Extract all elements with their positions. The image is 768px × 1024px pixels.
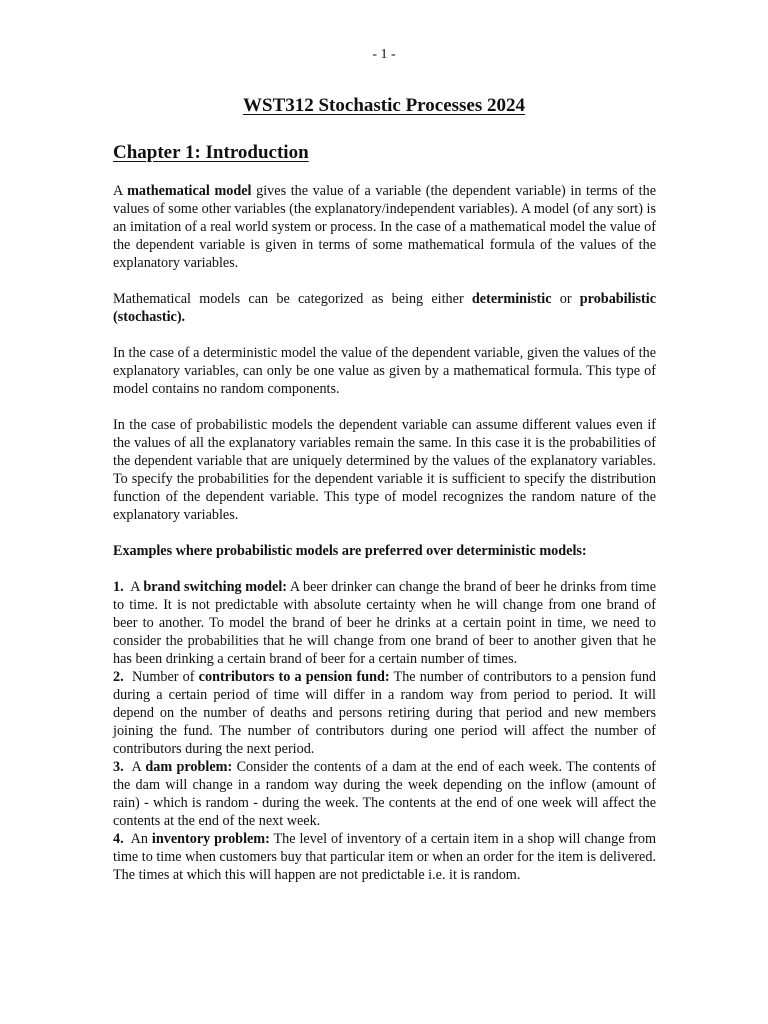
example-text: Consider the contents of a dam at the end of each week. The contents of the dam will change in a random way during the week depending on the inflow (amount of rain) - which is random - during the week. The contents at the end of one week will affect the contents at the end of the next week. bbox=[113, 759, 657, 829]
example-number: 1. bbox=[113, 579, 124, 595]
document-title-text: WST312 Stochastic Processes 2024 bbox=[243, 95, 525, 116]
example-number: 2. bbox=[113, 669, 124, 685]
term-deterministic: deterministic bbox=[471, 291, 552, 307]
example-term: contributors to a pension fund: bbox=[198, 669, 390, 685]
example-lead: A bbox=[131, 759, 146, 775]
term-probabilistic: probabilistic (stochastic). bbox=[113, 291, 656, 325]
document-body bbox=[113, 182, 656, 884]
paragraph-mathematical-model bbox=[113, 182, 656, 272]
paragraph-probabilistic: In the case of probabilistic models the dependent variable can assume different values even if the values of all the explanatory variables remain the same. In this case it is the probabilities of the dependent variable that are uniquely determined by the values of the explanatory variables. To specify the probabilities for the dependent variable it is sufficient to specify the distribution function of the dependent variable. This type of model recognizes the random nature of the explanatory variables. bbox=[113, 417, 656, 523]
example-item bbox=[113, 830, 656, 884]
example-lead: An bbox=[130, 831, 152, 847]
example-item bbox=[113, 758, 656, 830]
page-number: - 1 - bbox=[372, 47, 396, 62]
example-text: The level of inventory of a certain item in a shop will change from time to time when customers buy that particular item or when an order for the item is delivered. The times at which this will happen are not predictable i.e. it is random. bbox=[113, 831, 656, 883]
term-mathematical-model: mathematical model bbox=[127, 183, 252, 199]
examples-heading: Examples where probabilistic models are preferred over deterministic models: bbox=[113, 543, 587, 559]
example-text: The number of contributors to a pension fund during a certain period of time will differ in a random way from period to period. It will depend on the number of deaths and persons retiring during that period and new members joining the fund. The number of contributors during one period will affect the number of contributors during the next period. bbox=[113, 669, 657, 757]
paragraph-deterministic: In the case of a deterministic model the value of the dependent variable, given the values of the explanatory variables, can only be one value as given by a mathematical formula. This type of model contains no random components. bbox=[113, 345, 656, 397]
example-number: 3. bbox=[113, 759, 124, 775]
example-item bbox=[113, 578, 656, 668]
example-term: inventory problem: bbox=[151, 831, 270, 847]
para1-pre: A bbox=[113, 183, 128, 199]
chapter-title: Chapter 1: Introduction bbox=[113, 142, 309, 163]
example-number: 4. bbox=[113, 831, 124, 847]
example-item bbox=[113, 668, 656, 758]
document-title bbox=[0, 94, 768, 118]
para2-mid: or bbox=[551, 291, 580, 307]
example-lead: A bbox=[130, 579, 144, 595]
para1-post: gives the value of a variable (the dependent variable) in terms of the values of some other variables (the explanatory/independent variables). A model (of any sort) is an imitation of a real world system or process. In the case of a mathematical model the value of the dependent variable is given in terms of some mathematical formula of the values of the explanatory variables. bbox=[113, 183, 656, 271]
example-text: A beer drinker can change the brand of beer he drinks from time to time. It is not predictable with absolute certainty when he will change from one brand of beer to another. To model the brand of beer he drinks at a certain point in time, we need to consider the probabilities that he will change from one brand of beer to another given that he has been drinking a certain brand of beer for a certain number of times. bbox=[113, 579, 657, 667]
para2-pre: Mathematical models can be categorized as being either bbox=[113, 291, 472, 307]
example-term: brand switching model: bbox=[143, 579, 288, 595]
paragraph-categorization bbox=[113, 290, 656, 326]
example-lead: Number of bbox=[132, 669, 199, 685]
example-term: dam problem: bbox=[145, 759, 233, 775]
